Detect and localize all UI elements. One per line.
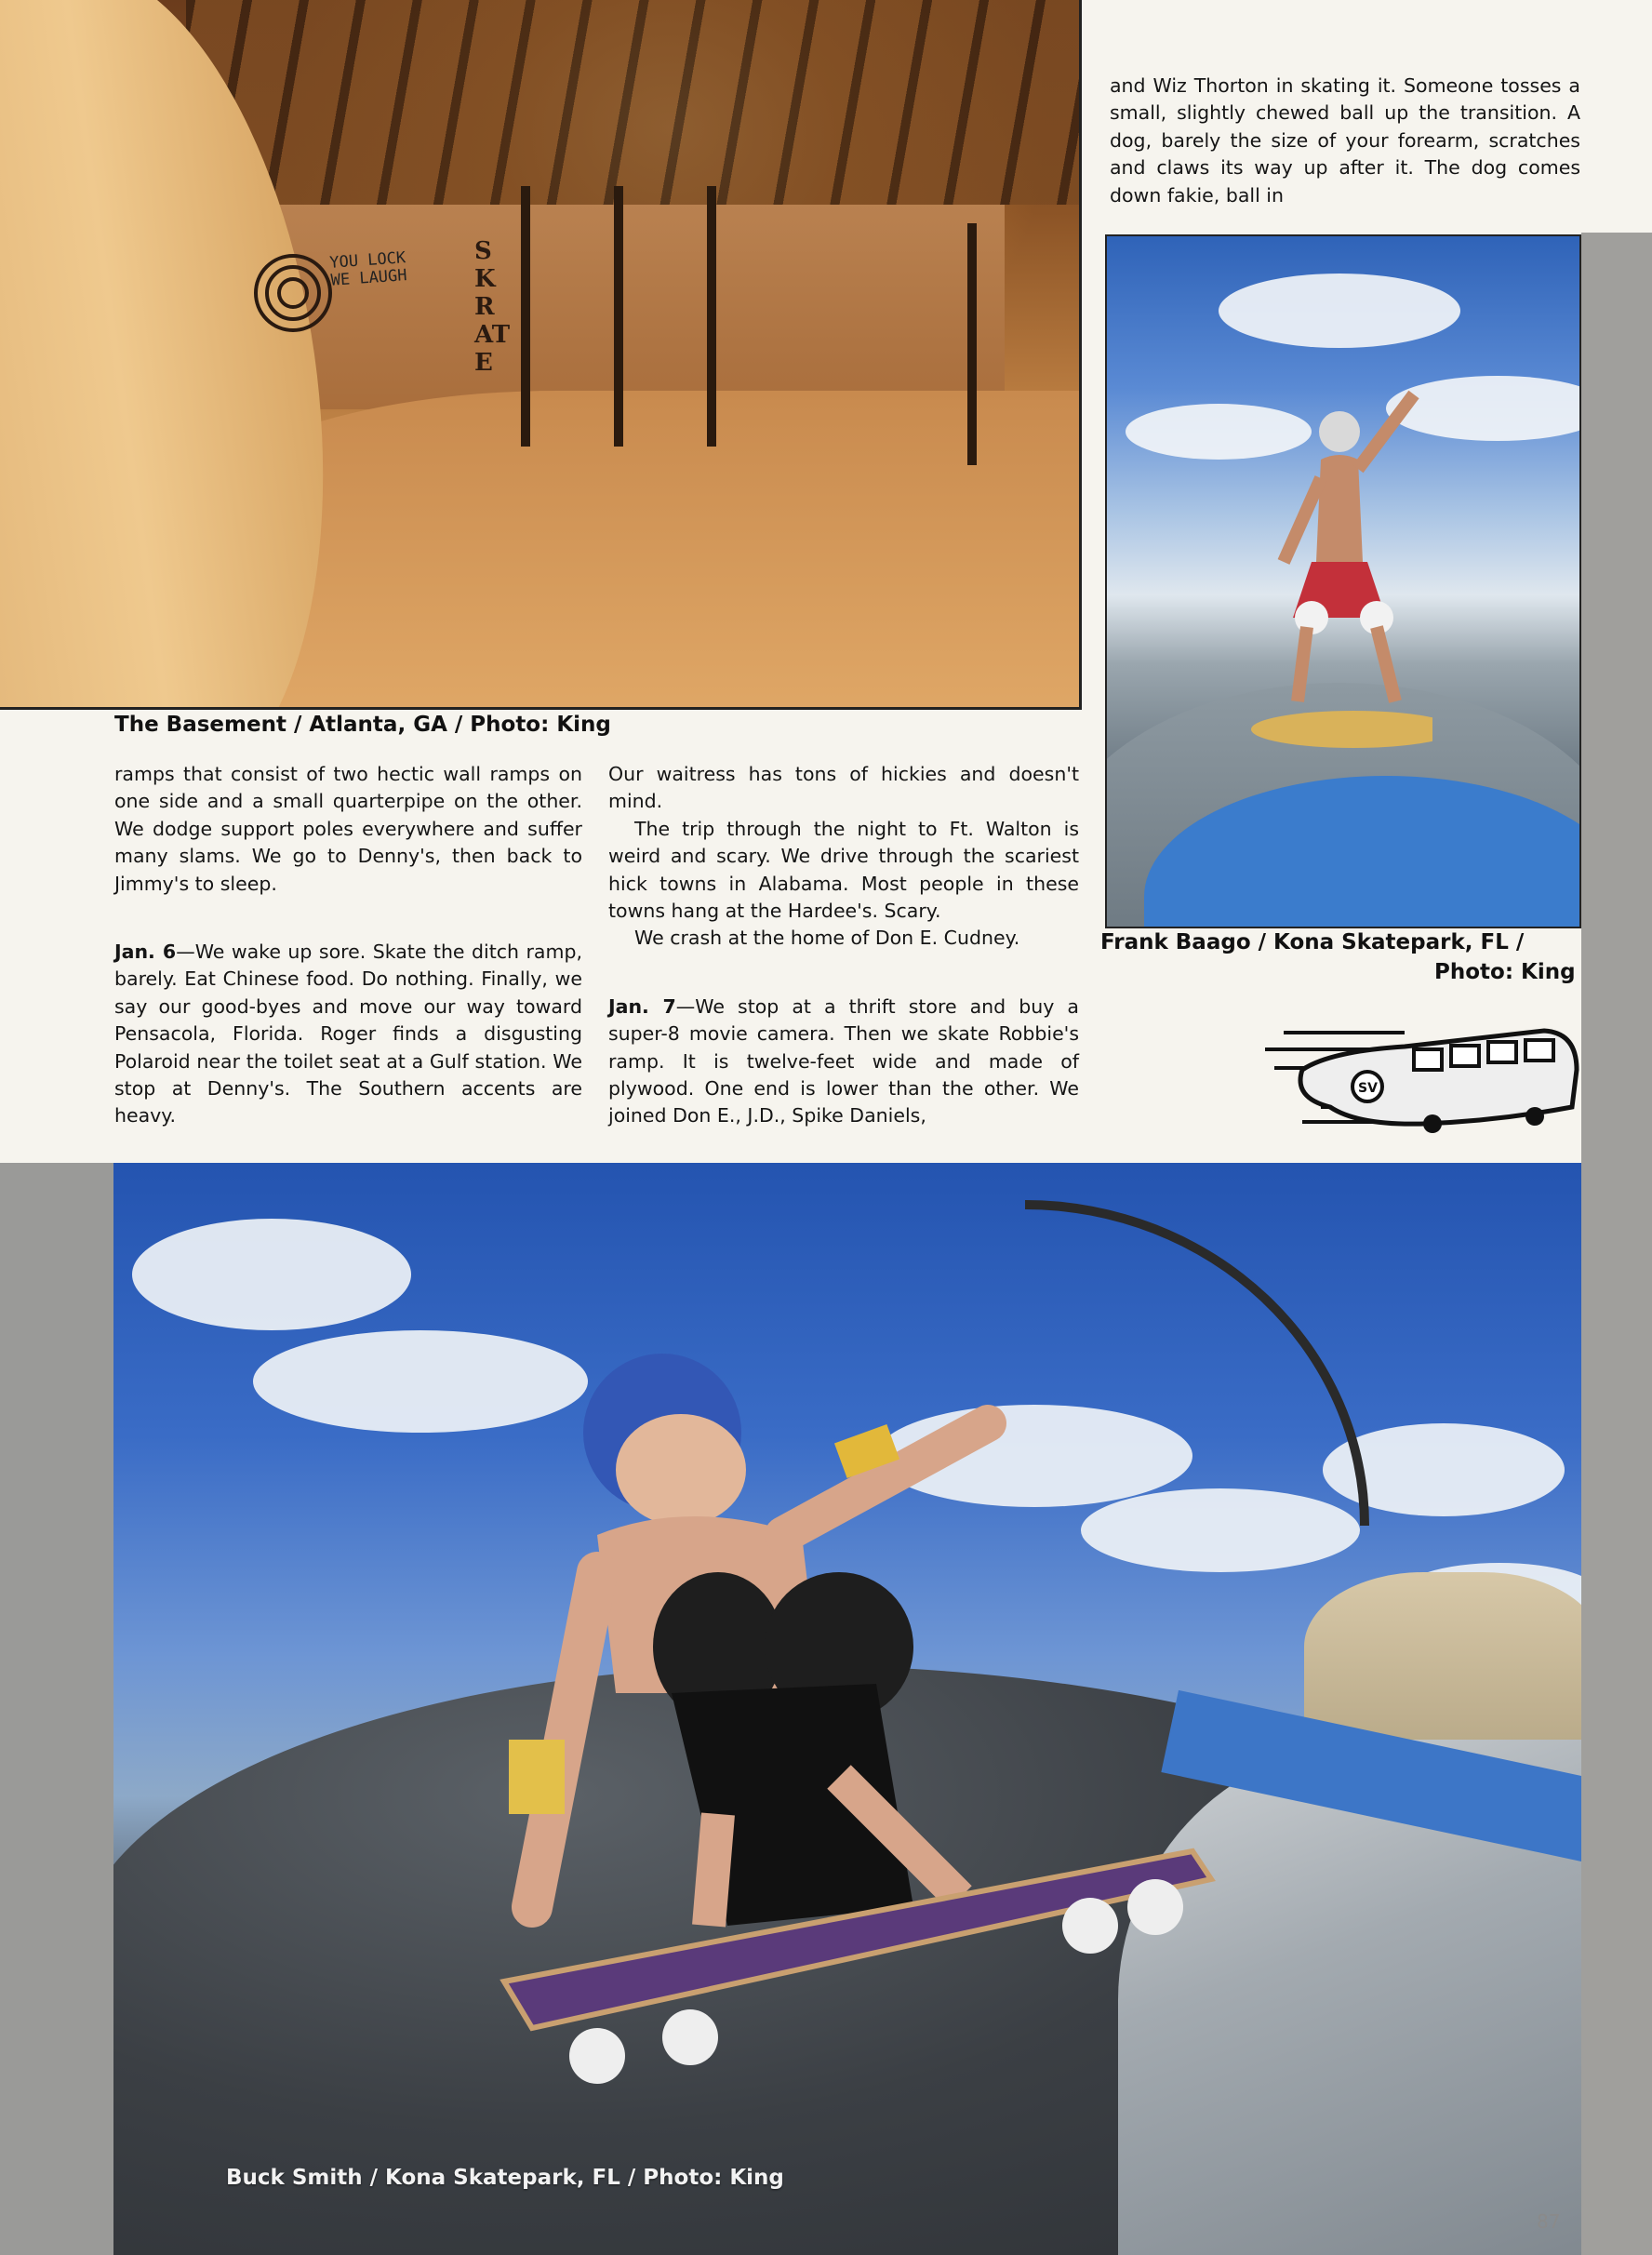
- basement-photo: [0, 0, 1082, 710]
- support-pole: [967, 223, 977, 465]
- skater-figure: [318, 1256, 1341, 2186]
- graffiti-text: YOU LOCK WE LAUGH: [328, 248, 408, 290]
- paragraph: and Wiz Thorton in skating it. Someone tosses a small, slightly chewed ball up the transition. A dog, barely the size of your forearm, scratches and claws its way up after it. The dog comes down fakie, ball in: [1110, 74, 1580, 207]
- graffiti-skrate: SKRATE: [474, 237, 511, 377]
- paragraph-text: —We wake up sore. Skate the ditch ramp, barely. Eat Chinese food. Do nothing. Finally, we say our good-byes and move our way toward Pensacola, Florida. Roger finds a disgusting Polaroid near the toilet seat at a Gulf station. We stop at Denny's. The Southern accents are heavy.: [114, 941, 582, 1128]
- page-number: 87: [1537, 2210, 1561, 2233]
- paragraph-text: —We stop at a thrift store and buy a super-8 movie camera. Then we skate Robbie's ramp. It is twelve-feet wide and made of plywood. One end is lower than the other. We joined Don E., J.D., Spike Daniels,: [608, 994, 1079, 1128]
- cloud: [1219, 274, 1460, 348]
- flying-bus-icon: [1265, 1014, 1581, 1144]
- frank-baago-photo: [1105, 234, 1581, 928]
- support-pole: [521, 186, 530, 447]
- support-pole: [707, 186, 716, 447]
- paragraph: We crash at the home of Don E. Cudney.: [634, 927, 1020, 950]
- buck-smith-photo: [113, 1163, 1581, 2255]
- logo-text: SV: [1358, 1081, 1378, 1096]
- left-gray-strip: [0, 1163, 113, 2255]
- top-right-text: [1110, 73, 1580, 209]
- paragraph: Our waitress has tons of hickies and doesn't mind.: [608, 763, 1079, 813]
- basement-caption: The Basement / Atlanta, GA / Photo: King: [114, 713, 611, 737]
- paragraph: [608, 994, 1079, 1130]
- date-label: Jan. 6: [114, 941, 177, 964]
- right-gray-strip: [1581, 233, 1652, 2255]
- paragraph: [114, 939, 582, 1130]
- skater-figure: [1246, 376, 1432, 767]
- text-column-2: [608, 761, 1079, 1130]
- paragraph: The trip through the night to Ft. Walton is weird and scary. We drive through the scariest hick towns in Alabama. Most people in these towns hang at the Hardee's. Scary.: [608, 817, 1079, 923]
- frank-caption-line2: Photo: King: [1434, 960, 1576, 984]
- date-label: Jan. 7: [608, 994, 676, 1018]
- cinderblock-wall: [242, 205, 1005, 409]
- graffiti-spiral-icon: [251, 237, 335, 349]
- buck-caption: Buck Smith / Kona Skatepark, FL / Photo: King: [226, 2166, 784, 2190]
- paragraph: ramps that consist of two hectic wall ramps on one side and a small quarterpipe on the other. We dodge support poles everywhere and suffer many slams. We go to Denny's, then back to Jimmy's to sleep.: [114, 763, 582, 895]
- text-column-1: [114, 761, 582, 1130]
- support-pole: [614, 186, 623, 447]
- ceiling-joists: [186, 0, 1079, 205]
- frank-caption-line1: Frank Baago / Kona Skatepark, FL /: [1100, 930, 1525, 954]
